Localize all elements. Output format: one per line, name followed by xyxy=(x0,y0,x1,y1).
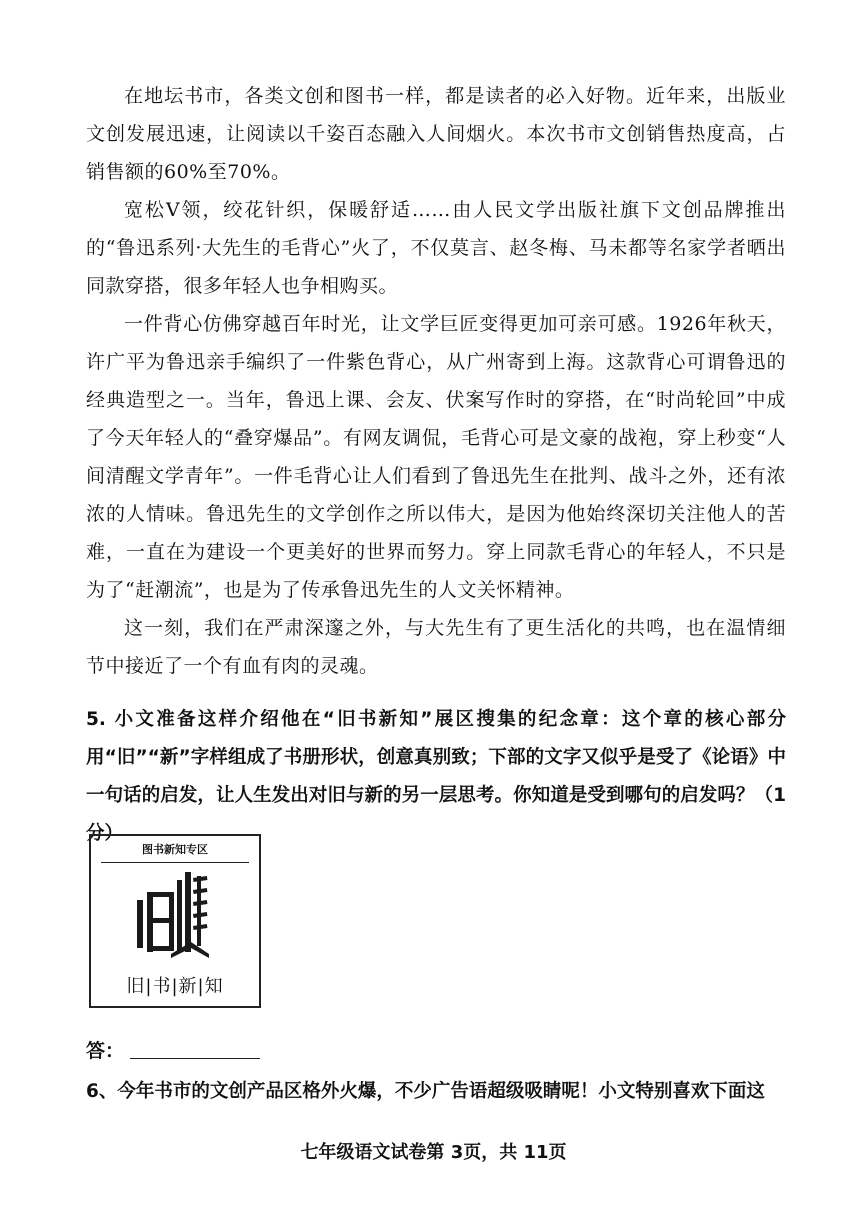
book-emblem-icon xyxy=(133,870,223,960)
passage-paragraph-3: 一件背心仿佛穿越百年时光，让文学巨匠变得更加可亲可感。1926年秋天，许广平为鲁迅亲手编织了一件紫色背心，从广州寄到上海。这款背心可谓鲁迅的经典造型之一。当年，鲁迅上课、会友、伏案写作时的穿搭，在“时尚轮回”中成了今天年轻人的“叠穿爆品”。有网友调侃，毛背心可是文豪的战袍，穿上秒变“人间清醒文学青年”。一件毛背心让人们看到了鲁迅先生在批判、战斗之外，还有浓浓的人情味。鲁迅先生的文学创作之所以伟大，是因为他始终深切关注他人的苦难，一直在为建设一个更美好的世界而努力。穿上同款毛背心的年轻人，不只是为了“赶潮流”，也是为了传承鲁迅先生的人文关怀精神。 xyxy=(86,313,786,601)
passage-paragraph-2: 宽松V领，绞花针织，保暖舒适……由人民文学出版社旗下文创品牌推出的“鲁迅系列·大先生的毛背心”火了，不仅莫言、赵冬梅、马未都等名家学者晒出同款穿搭，很多年轻人也争相购买。 xyxy=(86,199,786,297)
passage-paragraph-4: 这一刻，我们在严肃深邃之外，与大先生有了更生活化的共鸣，也在温情细节中接近了一个有血有肉的灵魂。 xyxy=(86,617,786,677)
answer-label: 答： xyxy=(86,1040,125,1062)
question-5: 5. 小文准备这样介绍他在“旧书新知”展区搜集的纪念章：这个章的核心部分用“旧”“新”字样组成了书册形状，创意真别致；下部的文字又似乎是受了《论语》中一句话的启发，让人生发出对旧与新的另一层思考。你知道是受到哪句的启发吗？（1分） xyxy=(86,709,786,844)
commemorative-badge xyxy=(89,834,261,1008)
question-6: 6、今年书市的文创产品区格外火爆，不少广告语超级吸睛呢！小文特别喜欢下面这 xyxy=(86,1081,765,1102)
badge-title: 图书新知专区 xyxy=(142,843,208,856)
badge-divider xyxy=(101,862,249,863)
badge-caption: 旧|书|新|知 xyxy=(126,976,224,997)
passage-paragraph-1: 在地坛书市，各类文创和图书一样，都是读者的必入好物。近年来，出版业文创发展迅速，让阅读以千姿百态融入人间烟火。本次书市文创销售热度高，占销售额的60%至70%。 xyxy=(86,85,786,183)
page-footer: 七年级语文试卷第 3页，共 11页 xyxy=(300,1142,567,1163)
answer-blank[interactable] xyxy=(130,1058,260,1059)
